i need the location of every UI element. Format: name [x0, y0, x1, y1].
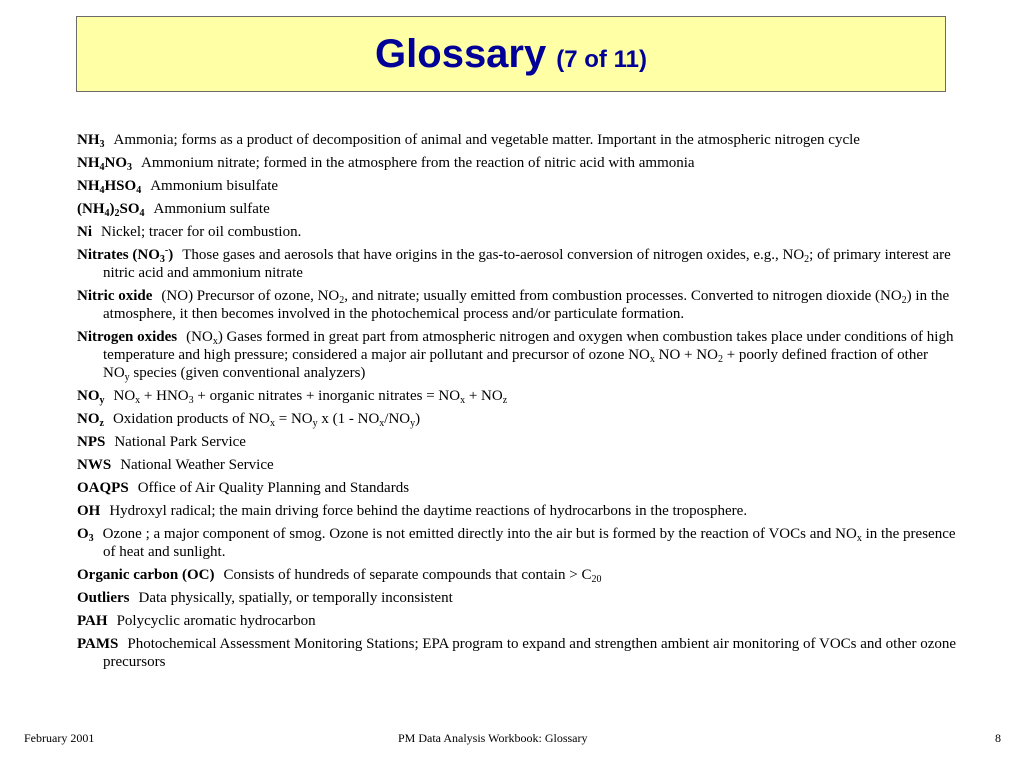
glossary-entry	[77, 200, 957, 218]
glossary-term: $(NH_4)_2SO_4$	[77, 201, 145, 219]
glossary-entry	[77, 525, 957, 561]
glossary-entry	[77, 328, 957, 382]
glossary-entry	[77, 456, 957, 474]
glossary-definition: Hydroxyl radical; the main driving force behind the daytime reactions of hydrocarbons in the troposphere.	[109, 503, 748, 519]
glossary-term: OAQPS	[77, 480, 129, 496]
glossary-term: Nitrates $(NO_3^-)$	[77, 245, 174, 265]
glossary-term: $NO_y$	[77, 388, 105, 406]
glossary-entry	[77, 287, 957, 323]
glossary-definition: Ammonium sulfate	[153, 201, 270, 217]
glossary-definition: Those gases and aerosols that have origins in the gas-to-aerosol conversion of nitrogen oxides, e.g., $NO_2$; of primary interest are nitric acid and ammonium nitrate	[103, 247, 951, 281]
glossary-term: $O_3$	[77, 526, 94, 544]
glossary-definition: Photochemical Assessment Monitoring Stations; EPA program to expand and strengthen ambient air monitoring of VOCs and other ozone precursors	[103, 636, 957, 670]
title-main: Glossary	[375, 31, 547, 76]
glossary-definition: National Park Service	[114, 434, 246, 450]
glossary-definition: Ozone ; a major component of smog. Ozone is not emitted directly into the air but is formed by the reaction of VOCs and $NO_x$ in the presence of heat and sunlight.	[102, 526, 956, 560]
glossary-entry	[77, 177, 957, 195]
glossary-term: $NH_4HSO_4$	[77, 178, 142, 196]
glossary-entry	[77, 246, 957, 282]
glossary-definition: Data physically, spatially, or temporally inconsistent	[138, 590, 453, 606]
title-page-count: (7 of 11)	[556, 45, 647, 73]
glossary-entry	[77, 635, 957, 671]
glossary-term: OH	[77, 503, 101, 519]
glossary-entry	[77, 131, 957, 149]
glossary-definition: Ammonium bisulfate	[150, 178, 279, 194]
glossary-definition: Ammonia; forms as a product of decomposition of animal and vegetable matter. Important in the atmospheric nitrogen cycle	[113, 132, 860, 148]
glossary-term: Outliers	[77, 590, 130, 606]
glossary-entry	[77, 223, 957, 241]
glossary-entry	[77, 387, 957, 405]
glossary-definition: Ammonium nitrate; formed in the atmosphere from the reaction of nitric acid with ammonia	[141, 155, 695, 171]
glossary-term: $NO_z$	[77, 411, 104, 429]
glossary-entry	[77, 566, 957, 584]
footer-date: February 2001	[24, 731, 95, 745]
glossary-term: Organic carbon (OC)	[77, 567, 215, 583]
glossary-entry	[77, 410, 957, 428]
glossary-entry	[77, 154, 957, 172]
glossary-term: $NH_3$	[77, 132, 105, 150]
glossary-term: Nitrogen oxides	[77, 329, 178, 345]
glossary-definition: Oxidation products of $NO_x = NO_y$ x $(1 - NO_x/NO_y)$	[112, 411, 421, 429]
title-box	[76, 16, 946, 92]
glossary-entry	[77, 433, 957, 451]
glossary-term: PAH	[77, 613, 108, 629]
glossary-term: Nitric oxide	[77, 288, 153, 304]
glossary-term: $NH_4NO_3$	[77, 155, 132, 173]
glossary-term: NWS	[77, 457, 112, 473]
glossary-definition: Consists of hundreds of separate compounds that contain > $C_{20}$	[223, 567, 602, 585]
footer-page-number: 8	[995, 731, 1001, 745]
glossary-list	[77, 131, 957, 676]
slide-title	[375, 32, 647, 77]
glossary-definition: $NO_x + HNO_3$ + organic nitrates + inorganic nitrates = $NO_x + NO_z$	[113, 388, 508, 406]
glossary-term: PAMS	[77, 636, 119, 652]
glossary-entry	[77, 589, 957, 607]
glossary-term: NPS	[77, 434, 106, 450]
glossary-entry	[77, 479, 957, 497]
glossary-definition: Polycyclic aromatic hydrocarbon	[116, 613, 316, 629]
footer-title: PM Data Analysis Workbook: Glossary	[398, 731, 588, 745]
glossary-definition: Office of Air Quality Planning and Standards	[137, 480, 410, 496]
glossary-entry	[77, 502, 957, 520]
glossary-definition: $(NO_x)$ Gases formed in great part from atmospheric nitrogen and oxygen when combustion takes place under conditions of high temperature and high pressure; considered a major air pollutant and precursor of ozone $NO_x$ NO + $NO_2$ + poorly defined fraction of other $NO_y$ species (given conventional analyzers)	[103, 329, 954, 383]
glossary-definition: National Weather Service	[120, 457, 274, 473]
glossary-definition: Nickel; tracer for oil combustion.	[101, 224, 302, 240]
glossary-term: Ni	[77, 224, 92, 240]
glossary-entry	[77, 612, 957, 630]
glossary-definition: (NO) Precursor of ozone, $NO_2$, and nitrate; usually emitted from combustion processes. Converted to nitrogen dioxide $(NO_2)$ in the atmosphere, it then becomes involved in the photochemical process and/or particulate formation.	[103, 288, 950, 322]
